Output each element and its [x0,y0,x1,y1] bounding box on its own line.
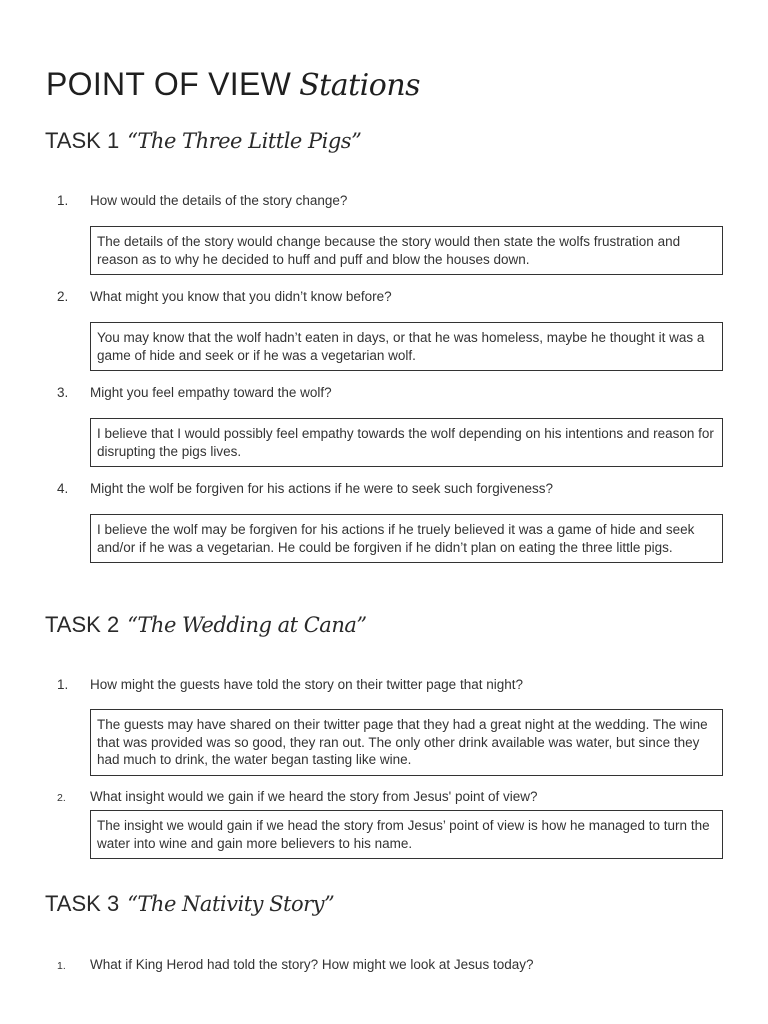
question [57,385,728,400]
question [57,481,728,496]
question [57,289,728,304]
question-text: Might you feel empathy toward the wolf? [90,385,332,400]
page-title-script: Stations [299,68,421,103]
question-number: 2. [57,792,66,804]
task-story-title: “The Wedding at Cana” [127,613,367,637]
question-text: What insight would we gain if we heard the story from Jesus' point of view? [90,789,538,804]
question-text: What might you know that you didn’t know before? [90,289,392,304]
task-1-heading [45,128,361,154]
question [57,193,728,208]
question-number: 1. [57,677,69,692]
answer-box: I believe that I would possibly feel empathy towards the wolf depending on his intentions and reason for disrupting the pigs lives. [90,418,723,467]
page-title-main: POINT OF VIEW [46,66,292,102]
question-text: How might the guests have told the story on their twitter page that night? [90,677,523,692]
task-story-title: “The Nativity Story” [127,892,335,916]
task-label: TASK 2 [45,612,120,637]
question-text: Might the wolf be forgiven for his actions if he were to seek such forgiveness? [90,481,553,496]
answer-box: I believe the wolf may be forgiven for his actions if he truely believed it was a game of hide and seek and/or if he was a vegetarian. He could be forgiven if he didn’t plan on eating the three little pigs. [90,514,723,563]
task-story-title: “The Three Little Pigs” [127,129,362,153]
question-text: What if King Herod had told the story? How might we look at Jesus today? [90,957,534,972]
question [57,957,728,972]
task-label: TASK 1 [45,128,120,153]
answer-box: You may know that the wolf hadn’t eaten in days, or that he was homeless, maybe he thought it was a game of hide and seek or if he was a vegetarian wolf. [90,322,723,371]
question-number: 1. [57,193,69,208]
question-number: 1. [57,960,66,972]
answer-box: The insight we would gain if we head the story from Jesus’ point of view is how he managed to turn the water into wine and gain more believers to his name. [90,810,723,859]
answer-box: The details of the story would change because the story would then state the wolfs frustration and reason as to why he decided to huff and puff and blow the houses down. [90,226,723,275]
task-label: TASK 3 [45,891,120,916]
question [57,677,728,692]
question-text: How would the details of the story change? [90,193,348,208]
question-number: 3. [57,385,69,400]
task-3-heading [45,891,334,917]
question-number: 4. [57,481,69,496]
task-2-heading [45,612,367,638]
question [57,789,728,804]
answer-box: The guests may have shared on their twitter page that they had a great night at the wedding. The wine that was provided was so good, they ran out. The only other drink available was water, but since they had much to drink, the water began tasting like wine. [90,709,723,776]
page-title [46,66,420,103]
question-number: 2. [57,289,69,304]
